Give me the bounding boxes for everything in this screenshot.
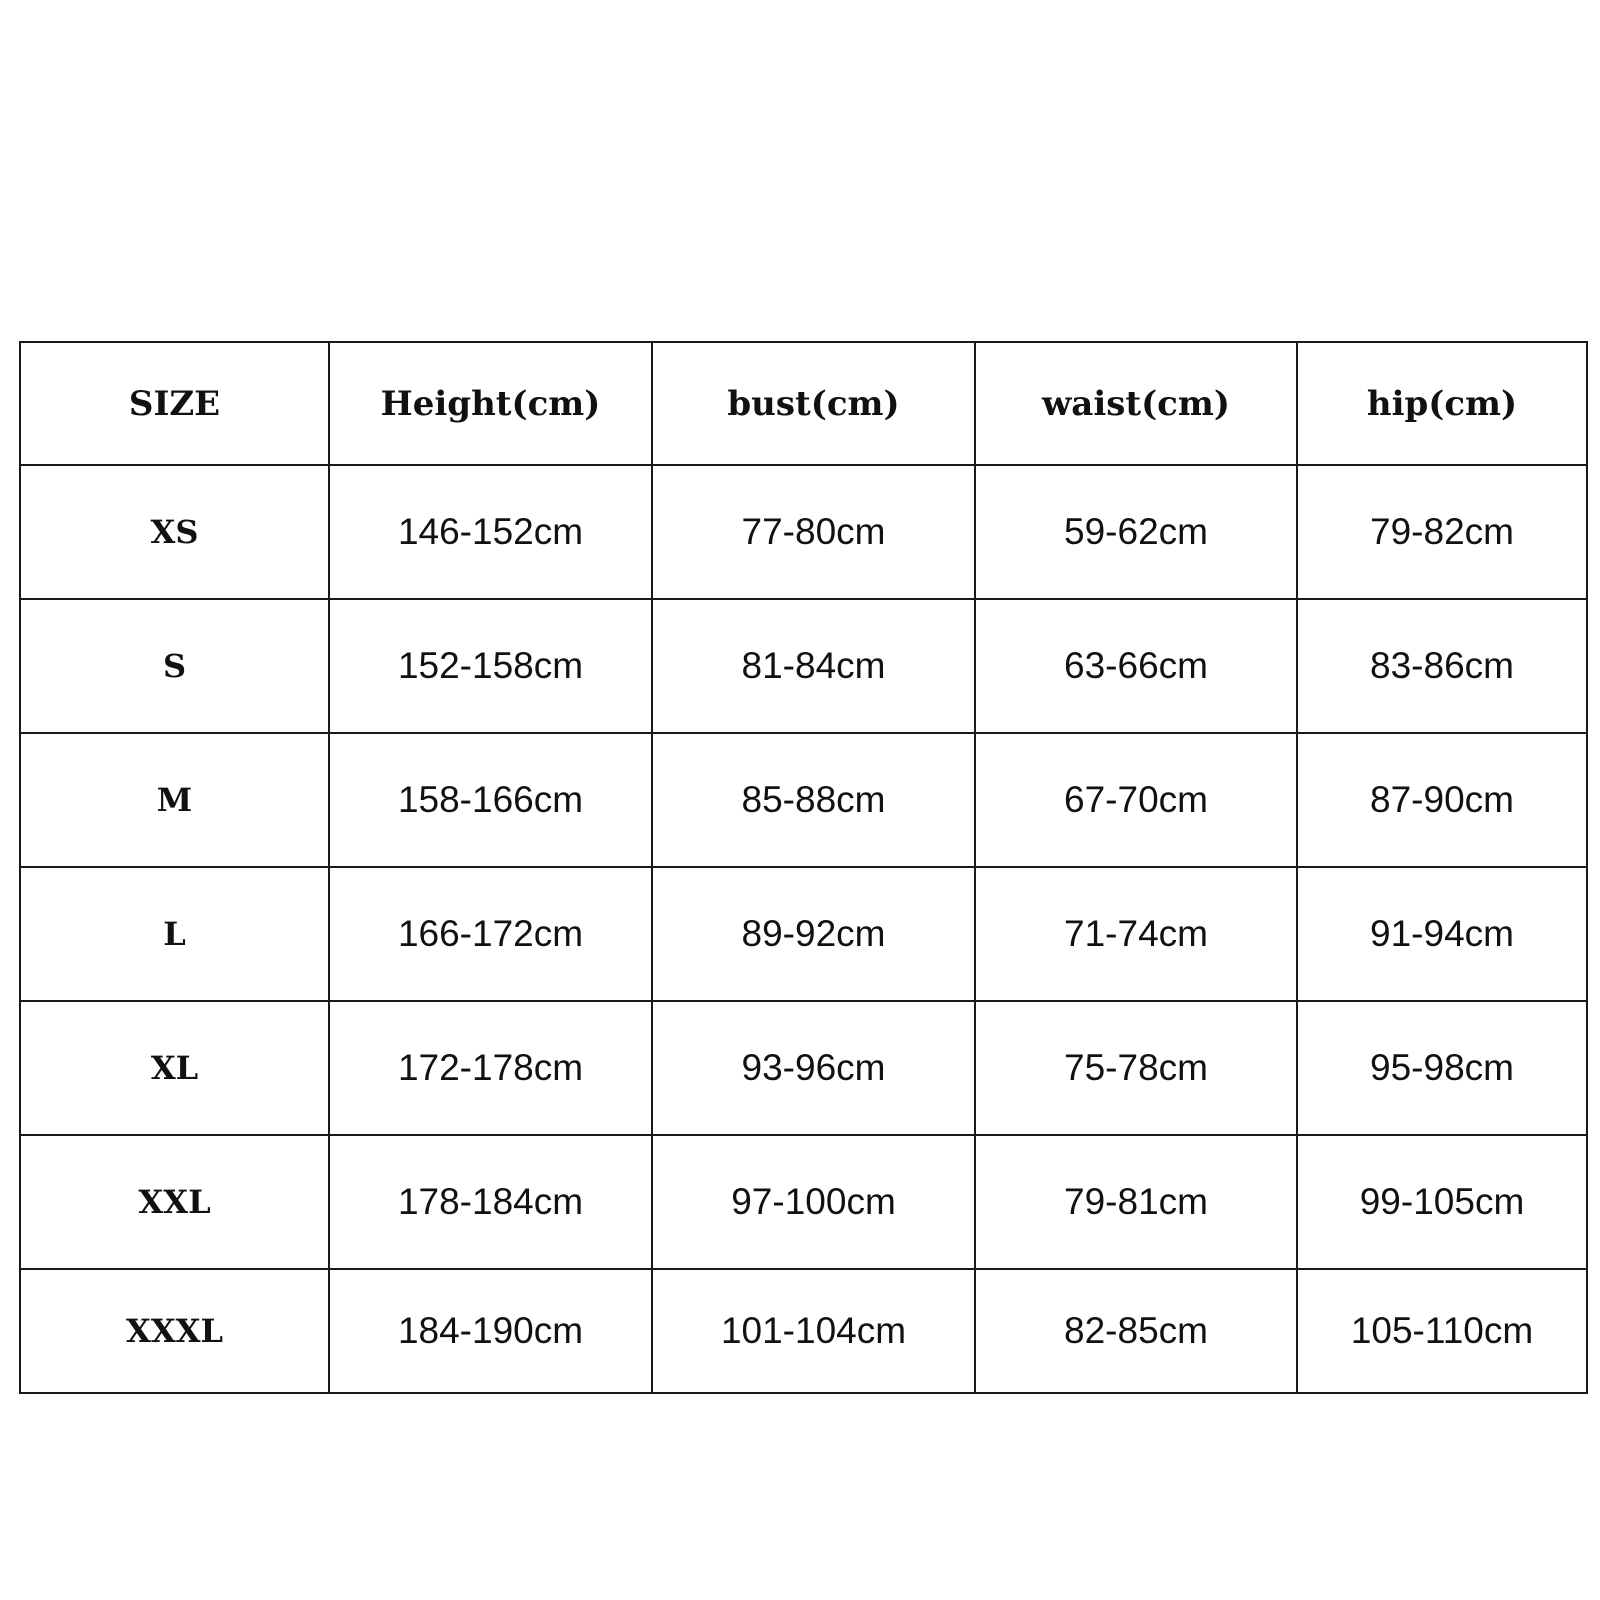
size-chart-header <box>20 342 1587 465</box>
table-row <box>20 599 1587 733</box>
header-bust: bust(cm) <box>652 342 975 465</box>
header-waist: waist(cm) <box>975 342 1297 465</box>
size-cell: XL <box>20 1001 329 1135</box>
hip-cell: 79-82cm <box>1297 465 1587 599</box>
waist-cell: 79-81cm <box>975 1135 1297 1269</box>
size-cell: L <box>20 867 329 1001</box>
header-hip: hip(cm) <box>1297 342 1587 465</box>
bust-cell: 81-84cm <box>652 599 975 733</box>
bust-cell: 97-100cm <box>652 1135 975 1269</box>
table-row <box>20 867 1587 1001</box>
size-cell: M <box>20 733 329 867</box>
waist-cell: 75-78cm <box>975 1001 1297 1135</box>
size-cell: S <box>20 599 329 733</box>
size-cell: XS <box>20 465 329 599</box>
hip-cell: 95-98cm <box>1297 1001 1587 1135</box>
bust-cell: 85-88cm <box>652 733 975 867</box>
waist-cell: 82-85cm <box>975 1269 1297 1393</box>
waist-cell: 63-66cm <box>975 599 1297 733</box>
table-row <box>20 465 1587 599</box>
height-cell: 166-172cm <box>329 867 652 1001</box>
waist-cell: 59-62cm <box>975 465 1297 599</box>
hip-cell: 99-105cm <box>1297 1135 1587 1269</box>
table-row <box>20 1135 1587 1269</box>
height-cell: 146-152cm <box>329 465 652 599</box>
table-row <box>20 1001 1587 1135</box>
size-cell: XXL <box>20 1135 329 1269</box>
table-row <box>20 733 1587 867</box>
bust-cell: 93-96cm <box>652 1001 975 1135</box>
waist-cell: 71-74cm <box>975 867 1297 1001</box>
size-cell: XXXL <box>20 1269 329 1393</box>
table-row <box>20 1269 1587 1393</box>
hip-cell: 87-90cm <box>1297 733 1587 867</box>
hip-cell: 83-86cm <box>1297 599 1587 733</box>
height-cell: 158-166cm <box>329 733 652 867</box>
size-chart-body <box>20 465 1587 1393</box>
height-cell: 184-190cm <box>329 1269 652 1393</box>
height-cell: 152-158cm <box>329 599 652 733</box>
bust-cell: 89-92cm <box>652 867 975 1001</box>
header-row <box>20 342 1587 465</box>
hip-cell: 91-94cm <box>1297 867 1587 1001</box>
waist-cell: 67-70cm <box>975 733 1297 867</box>
bust-cell: 77-80cm <box>652 465 975 599</box>
size-chart-table <box>19 341 1588 1394</box>
header-size: SIZE <box>20 342 329 465</box>
bust-cell: 101-104cm <box>652 1269 975 1393</box>
hip-cell: 105-110cm <box>1297 1269 1587 1393</box>
header-height: Height(cm) <box>329 342 652 465</box>
height-cell: 172-178cm <box>329 1001 652 1135</box>
height-cell: 178-184cm <box>329 1135 652 1269</box>
